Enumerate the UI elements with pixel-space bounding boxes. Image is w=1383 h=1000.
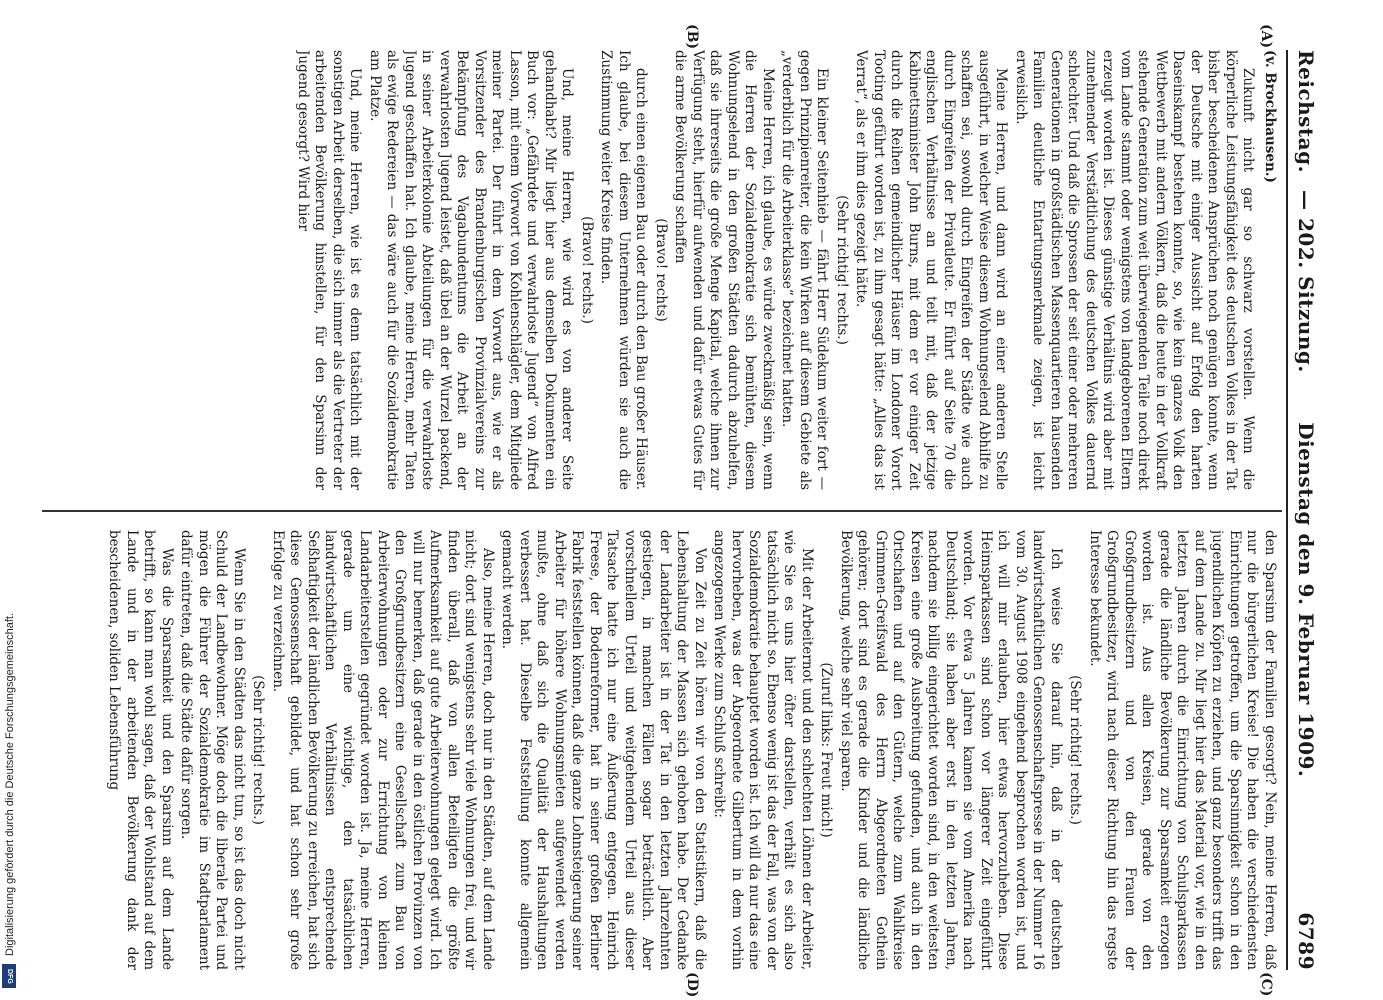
paragraph: Was die Sparsamkeit und den Sparsinn auf dem Lande betrifft, so kann man wohl sagen, daß der Wohlstand auf dem Lande und in der arbeitenden Bevölkerung dank der bescheidenen, soliden Lebensführung [106,530,175,970]
paragraph: Meine Herren, ich glaube, es würde zweckmäßig sein, wenn die Herren der Sozialdemokratie sich bemühten, diesem Wohnungselend in den großen Städten dadurch abzuhelfen, daß sie ihrerseits die große Menge Kapital, welche ihnen zur Verfügung steht, hierfür aufwenden und dafür etwas Gutes für die arme Bevölkerung schaffen [672,50,776,490]
header-date: Dienstag den 9. Februar 1909. [1294,422,1318,778]
column-divider [42,510,1282,512]
page-header [1290,50,1330,970]
interjection: (Bravo! rechts.) [579,216,595,324]
quotation: Von Zeit zu Zeit hören wir von den Statistikern, daß die Lebenshaltung der Massen sich gehoben habe. Der Gedanke der Landarbeiter ist in der Tat in den letzten Jahrzehnten gestiegen, in manchen Fällen sogar beträchtlich. Aber vorschnellem Urteil und weitgehendem Urteil aus dieser Tatsache hatte ich nur eine Äußerung entgegen. Heinrich Freese, der Bodenreformer, hat in seiner großen Berliner Fabrik feststellen können, daß die ganze Lohnsteigerung seiner Arbeiter für höhere Wohnungsmieten aufgewendet werden mußte, ohne daß sich die Qualität der Haushaltungen verbessert hat. Dieselbe Feststellung konnte allgemein gemacht werden. [499,530,708,970]
margin-mark-a: (A) [1258,24,1274,49]
interjection: (Sehr richtig! rechts.) [834,195,850,345]
paragraph: Ein kleiner Seitenhieb — fährt Herr Südekum weiter fort — gegen Prinzipienreiter, die kein Wirken auf diesem Gebiete als „verderblich für die Arbeiterklasse“ bezeichnet hatten. [779,50,831,490]
paragraph: Mit der Arbeiternot und den schlechten Löhnen der Arbeiter, wie Sie es uns hier öfter darstellen, verhält es sich also tatsächlich nicht so. Ebenso wenig ist das der Fall, was von der Sozialdemokratie behauptet worden ist. Ich will da nur das eine hervorheben, was der Abgeordnete Gilbertum in dem vorhin angezogenen Werke zum Schluß schreibt: [711,530,815,970]
header-session: — 202. Sitzung. [1294,190,1318,373]
paragraph: Meine Herren, und dann wird an einer anderen Stelle ausgeführt, in welcher Weise diesem Wohnungselend Abhilfe zu schaffen sei, sowohl durch Eingreifen der Städte wie auch durch Eingreifen der Privatleute. Er führt auf Seite 70 die englischen Verhältnisse an und teilt mit, daß der jetzige Kabinettsminister John Burns, mit dem er vor einiger Zeit durch die Reihen gemeindlicher Häuser im Londoner Vorort Tooting geführt worden ist, zu ihm gesagt hätte: „Alles das ist Verrat“, als er ihm dies gezeigt hätte. [853,50,1010,490]
paragraph: durch einen eigenen Bau oder durch den Bau großer Häuser. Ich glaube, bei diesem Unternehmen würden sie auch die Zustimmung weiter Kreise finden. [598,50,650,490]
rotated-page [20,20,1340,1000]
interjection: (Sehr richtig! rechts.) [1067,675,1084,825]
speaker-name: (v. Brockhausen.) [1262,50,1278,183]
margin-mark-c: (C) [1258,972,1274,997]
paragraph: Und, meine Herren, wie wird es von anderer Seite gehandhabt? Mir liegt hier aus demselben Dokumenten ein Buch vor: „Gefährdete und verwahrloste Jugend“ von Alfred Lasson, mit einem Vorwort von Kohlenschlägler, dem Mitgliede meiner Partei. Der führt in dem Vorwort aus, wie er als Vorsitzender des Brandenburgischen Provinzialvereins zur Bekämpfung des Vagabundentums die Arbeit an der verwahrlosten Jugend leistet, daß übel an der Wurzel packend, in seiner Arbeiterkolonie Abteilungen für die verwahrloste Jugend geschaffen hat. Ich glaube, meine Herren, mehr Taten als ewige Redereien — das wäre auch für die Sozialdemokratie am Platze. [367,50,576,490]
dfg-logo-icon: DFG [2,964,16,988]
paragraph: Ich weise Sie darauf hin, daß in der deutschen landwirtschaftlichen Genossenschaftspresse in der Nummer 16 vom 30. August 1908 eingehend besprochen worden ist, und ich will mir erlauben, hier etwas hervorzuheben. Diese Heimsparkassen sind schon vor längerer Zeit eingeführt worden. Vor etwa 5 Jahren kamen sie vom Amerika nach Deutschland; sie haben aber erst in den letzten Jahren, nachdem sie billig eingerichtet worden sind, in den weitesten Kreisen eine große Ausbreitung gefunden, und auch in den Ortschaften und auf den Gütern, welche zum Wahlkreise Grimmen-Greifswald des Herrn Abgeordneten Gothein gehören; dort sind es gerade die Kinder und die ländliche Bevölkerung, welche sehr viel sparen. [838,530,1064,970]
funding-credit: Digitalisierung gefördert durch die Deutsche Forschungsgemeinschaft. [4,612,16,956]
interjection: (Zuruf links: Freut mich!) [818,662,835,838]
paragraph: den Sparsinn der Familien gesorgt? Nein, meine Herren, daß nur die bürgerlichen Kreise! Die haben die verschiedensten Einrichtungen getroffen, um die Sparsinnigkeit schon in den jugendlichen Köpfen zu erziehen, und ganz besonders trifft das auf dem Lande zu. Mir liegt hier das Material vor, wie in den letzten Jahren durch die Einrichtung von Schulsparkassen gerade die ländliche Bevölkerung zur Sparsamkeit erzogen worden ist. Aus allen Kreisen, gerade von den Großgrundbesitzern und von den Frauen der Großgrundbesitzer, wird nach dieser Richtung hin das regste Interesse bekundet. [1087,530,1278,970]
margin-mark-b: (B) [684,24,700,50]
footer-strip [0,0,18,996]
right-column [48,530,1278,970]
paragraph: Und, meine Herren, wie ist es denn tatsächlich mit der sonstigen Arbeit derselben, die sich immer als die Vertreter der arbeitenden Bevölkerung hinstellen, für den Sparsinn der Jugend gesorgt? Wird hier [295,50,364,490]
page-number: 6789 [1294,912,1318,970]
header-rule [1286,50,1288,970]
paragraph: Also, meine Herren, doch nur in den Städten, auf dem Lande nicht; dort sind wenigstens sehr viele Wohnungen frei, und wir finden überall, daß von allen Beteiligten die größte Aufmerksamkeit auf gute Arbeiterwohnungen gelegt wird. Ich will nur bemerken, daß gerade in den östlichen Provinzen von den Großgrundbesitzern eine Gesellschaft zum Bau von Arbeiterwohnungen oder zur Errichtung von kleinen Landarbeiterstellen gegründet worden ist. Ja, meine Herren, gerade um eine wichtige, den tatsächlichen landwirtschaftlichen Verhältnissen entsprechende Seßhaftigkeit der ländlichen Bevölkerung zu erreichen, hat sich diese Genossenschaft gebildet, und hat schon sehr große Erfolge zu verzeichnen. [270,530,496,970]
interjection: (Sehr richtig! rechts.) [250,675,267,825]
paragraph: Wenn Sie in den Städten das nicht tun, so ist das doch nicht Schuld der Landbewohner. Möge doch die liberale Partei und mögen die Führer der Sozialdemokratie im Stadtparlament dafür eintreten, daß die Städte dafür sorgen. [178,530,247,970]
header-date-page [1294,422,1318,970]
paragraph: Zukunft nicht gar so schwarz vorstellen. Wenn die körperliche Leistungsfähigkeit des deutschen Volkes in der Tat bisher bescheidenen Ansprüchen noch genügen konnte, wenn der Deutsche mit einiger Aussicht auf Erfolg den harten Daseinskampf bestehen konnte, so, wie kein ganzes Volk den Wettbewerb mit andern Völkern, daß die heute in der Vollkraft stehende Generation zum weit überwiegenden Teile noch direkt vom Lande stammt oder wenigstens von landgeborenen Eltern erzeugt worden ist. Dieses günstige Verhältnis wird aber mit zunehmender Verstädtlichung des deutschen Volkes dauernd schlechter. Und daß die Sprossen der seit einer oder mehreren Generationen in großstädtischen Massenquartieren hausenden Familien deutliche Entartungsmerkmale zeigen, ist leicht erweislich. [1013,50,1257,490]
interjection: (Bravo! rechts) [653,218,669,322]
header-title: Reichstag. [1294,50,1318,174]
left-column [48,50,1278,490]
margin-mark-d: (D) [684,972,700,998]
